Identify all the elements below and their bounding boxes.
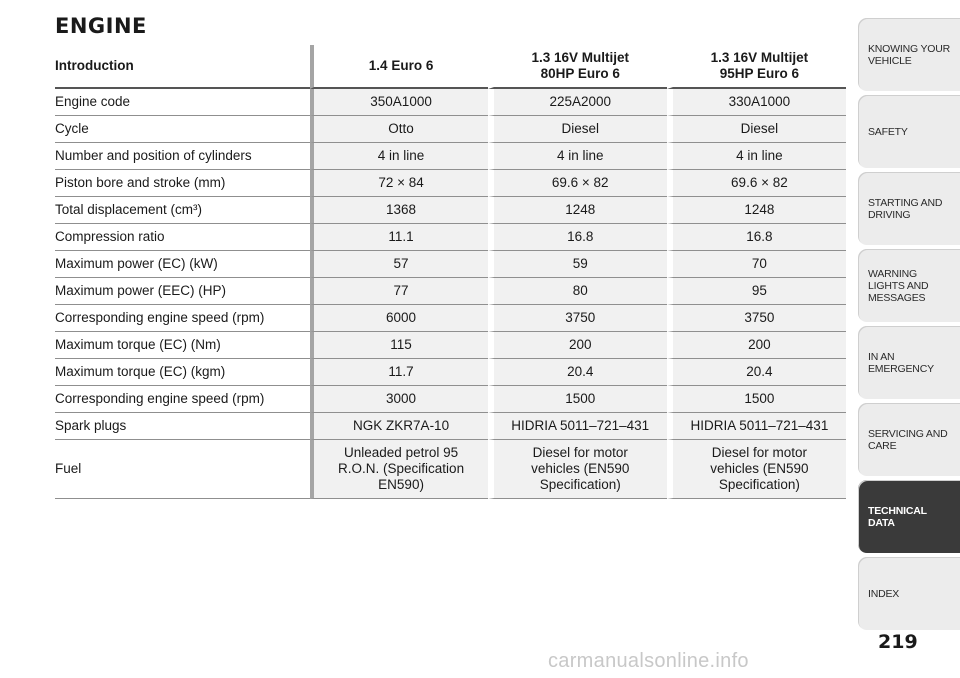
chapter-tabs (858, 18, 960, 634)
table-row (55, 440, 846, 499)
spec-value: 1248 (667, 197, 846, 224)
engine-spec-table (55, 45, 846, 499)
spec-value: HIDRIA 5011–721–431 (667, 413, 846, 440)
spec-value: 69.6 × 82 (488, 170, 667, 197)
spec-value: 1368 (310, 197, 487, 224)
spec-value: 1248 (488, 197, 667, 224)
spec-value: 3000 (310, 386, 487, 413)
spec-value: 1500 (667, 386, 846, 413)
table-row (55, 332, 846, 359)
row-label: Maximum power (EC) (kW) (55, 251, 310, 278)
spec-value: 200 (667, 332, 846, 359)
chapter-tab-warning-lights-and-messages[interactable] (858, 249, 960, 322)
spec-value: 80 (488, 278, 667, 305)
row-label: Maximum power (EEC) (HP) (55, 278, 310, 305)
table-row (55, 89, 846, 116)
spec-value: 350A1000 (310, 89, 487, 116)
chapter-tab-starting-and-driving[interactable] (858, 172, 960, 245)
spec-value: Diesel for motor vehicles (EN590 Specification) (667, 440, 846, 499)
spec-value: 20.4 (488, 359, 667, 386)
spec-value: Unleaded petrol 95 R.O.N. (Specification EN590) (310, 440, 487, 499)
spec-value: 69.6 × 82 (667, 170, 846, 197)
chapter-tab-label: TECHNICAL DATA (868, 504, 927, 529)
spec-value: 95 (667, 278, 846, 305)
spec-value: 11.1 (310, 224, 487, 251)
header-engine-multijet-95: 1.3 16V Multijet 95HP Euro 6 (667, 45, 846, 89)
table-body (55, 89, 846, 499)
spec-value: 59 (488, 251, 667, 278)
row-label: Fuel (55, 440, 310, 499)
spec-value: HIDRIA 5011–721–431 (488, 413, 667, 440)
chapter-tab-safety[interactable] (858, 95, 960, 168)
table-row (55, 170, 846, 197)
chapter-tab-servicing-and-care[interactable] (858, 403, 960, 476)
row-label: Number and position of cylinders (55, 143, 310, 170)
table-row (55, 413, 846, 440)
table-row (55, 197, 846, 224)
spec-value: 57 (310, 251, 487, 278)
chapter-tab-knowing-your-vehicle[interactable] (858, 18, 960, 91)
spec-value: 6000 (310, 305, 487, 332)
spec-value: Otto (310, 116, 487, 143)
table-row (55, 386, 846, 413)
row-label: Cycle (55, 116, 310, 143)
spec-value: 225A2000 (488, 89, 667, 116)
chapter-tab-label: STARTING AND DRIVING (868, 196, 943, 221)
chapter-tab-label: IN AN EMERGENCY (868, 350, 934, 375)
table-row (55, 116, 846, 143)
spec-value: 4 in line (310, 143, 487, 170)
spec-value: 115 (310, 332, 487, 359)
page-title: ENGINE (55, 14, 147, 38)
table-row (55, 278, 846, 305)
spec-value: 1500 (488, 386, 667, 413)
spec-value: 70 (667, 251, 846, 278)
spec-value: 4 in line (667, 143, 846, 170)
chapter-tab-technical-data[interactable] (858, 480, 960, 553)
row-label: Maximum torque (EC) (Nm) (55, 332, 310, 359)
row-label: Maximum torque (EC) (kgm) (55, 359, 310, 386)
spec-value: 330A1000 (667, 89, 846, 116)
chapter-tab-in-an-emergency[interactable] (858, 326, 960, 399)
watermark: carmanualsonline.info (548, 650, 749, 672)
table-row (55, 143, 846, 170)
table-row (55, 305, 846, 332)
spec-value: 20.4 (667, 359, 846, 386)
row-label: Corresponding engine speed (rpm) (55, 386, 310, 413)
spec-value: NGK ZKR7A-10 (310, 413, 487, 440)
header-engine-multijet-80: 1.3 16V Multijet 80HP Euro 6 (488, 45, 667, 89)
spec-value: 16.8 (488, 224, 667, 251)
table-row (55, 251, 846, 278)
row-label: Compression ratio (55, 224, 310, 251)
table-row (55, 359, 846, 386)
spec-value: 77 (310, 278, 487, 305)
chapter-tab-index[interactable] (858, 557, 960, 630)
spec-value: 72 × 84 (310, 170, 487, 197)
table-row (55, 224, 846, 251)
spec-value: 200 (488, 332, 667, 359)
table-header-row (55, 45, 846, 89)
header-engine-1-4: 1.4 Euro 6 (310, 45, 487, 89)
spec-value: Diesel (488, 116, 667, 143)
row-label: Corresponding engine speed (rpm) (55, 305, 310, 332)
row-label: Engine code (55, 89, 310, 116)
chapter-tab-label: KNOWING YOUR VEHICLE (868, 42, 950, 67)
spec-value: 3750 (488, 305, 667, 332)
spec-value: 4 in line (488, 143, 667, 170)
spec-value: 3750 (667, 305, 846, 332)
chapter-tab-label: WARNING LIGHTS AND MESSAGES (868, 267, 929, 304)
chapter-tab-label: INDEX (868, 587, 900, 600)
spec-value: 16.8 (667, 224, 846, 251)
chapter-tab-label: SERVICING AND CARE (868, 427, 948, 452)
page-number: 219 (878, 631, 918, 653)
row-label: Spark plugs (55, 413, 310, 440)
row-label: Total displacement (cm³) (55, 197, 310, 224)
row-label: Piston bore and stroke (mm) (55, 170, 310, 197)
chapter-tab-label: SAFETY (868, 125, 908, 138)
spec-value: 11.7 (310, 359, 487, 386)
spec-value: Diesel for motor vehicles (EN590 Specification) (488, 440, 667, 499)
header-introduction: Introduction (55, 45, 310, 89)
spec-value: Diesel (667, 116, 846, 143)
